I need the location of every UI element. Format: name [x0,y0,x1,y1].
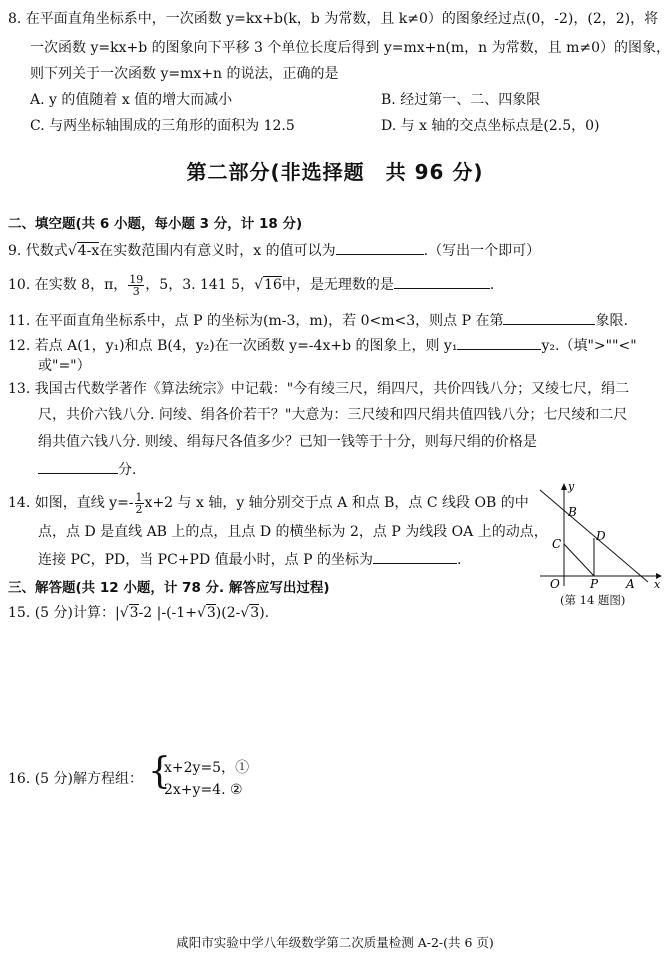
q13-line3: 绢共值六钱八分. 则绫、绢每尺各值多少？已知一钱等于十分，则每尺绢的价格是 [38,434,537,450]
q13-suffix: 分. [118,462,137,478]
q10-fraction [128,274,144,297]
q15-middle-2: )(2- [215,605,241,621]
q14-answer-blank[interactable] [373,549,457,564]
sqrt-symbol: √ [67,243,77,259]
q10-radicand: 16 [264,277,282,293]
q11-prefix: 11. 在平面直角坐标系中，点 P 的坐标为(m-3，m)，若 0<m<3，则点 P 在第 [8,313,504,329]
q16-equation-1: x+2y=5，① [164,760,250,776]
q8-option-b: B. 经过第一、二、四象限 [381,92,541,108]
q15-radicand-3: 3 [250,605,260,621]
label-o: O [550,577,560,590]
sqrt-symbol: √ [254,277,263,293]
y-axis-arrow [561,483,567,490]
sqrt-symbol: √ [240,605,250,621]
fraction-denominator: 2 [135,502,143,516]
q15-suffix: ). [259,605,270,621]
sqrt-symbol: √ [119,605,129,621]
q13-line2: 尺，共价六钱八分. 问绫、绢各价若干？"大意为：三尺绫和四尺绢共值四钱八分；七尺绫和二尺 [38,407,628,423]
fraction-numerator: 1 [135,490,143,504]
q9-suffix: .（写出一个即可） [423,243,541,259]
part2-title: 第二部分(非选择题 共 96 分) [186,160,484,184]
label-d: D [596,529,606,543]
q11 [8,310,628,330]
q14-figure [536,478,666,590]
system-brace: { [148,751,171,792]
q15-middle-1: -2 |-(-1+ [138,605,197,621]
q10-answer-blank[interactable] [394,274,490,289]
section3-heading: 三、解答题(共 12 小题，计 78 分. 解答应写出过程) [8,580,330,596]
segment-pc [564,544,594,576]
q13-line4 [38,459,136,479]
sqrt-symbol: √ [196,605,206,621]
q8-line1: 8. 在平面直角坐标系中，一次函数 y=kx+b(k，b 为常数，且 k≠0）的图象经过点(0，-2)，(2，2)，将 [8,11,659,27]
label-p: P [590,577,599,590]
q14-line2: 点，点 D 是直线 AB 上的点，且点 D 的横坐标为 2，点 P 为线段 OA 上的动点， [38,524,548,540]
q10-middle: ，5，3. 141 5， [145,277,255,293]
q9-radicand: 4-x [77,243,100,259]
q14-line3-suffix: . [456,552,462,568]
q9 [8,240,540,260]
q8-line3: 则下列关于一次函数 y=mx+n 的说法，正确的是 [30,66,339,82]
q8-option-c: C. 与两坐标轴围成的三角形的面积为 12.5 [30,118,295,134]
q15-radicand-2: 3 [206,605,216,621]
q13-answer-blank[interactable] [38,459,118,474]
q12-suffix: y₂.（填">""<" [541,338,637,354]
q14-figure-caption: (第 14 题图) [560,593,626,607]
q15-prefix: 15. (5 分)计算：| [8,605,120,621]
q13-line1: 13. 我国古代数学著作《算法统宗》中记载："今有绫三尺，绢四尺，共价四钱八分；又绫七尺，绢二 [8,381,630,397]
label-x: x [654,578,661,590]
q12-line2: 或"="） [38,358,91,374]
q14-fraction [135,492,144,515]
fraction-denominator: 3 [132,284,140,298]
q9-answer-blank[interactable] [336,240,424,255]
q12-line1 [8,335,637,355]
q10-end: . [489,277,495,293]
q14-line3-prefix: 连接 PC，PD，当 PC+PD 值最小时，点 P 的坐标为 [38,552,373,568]
label-b: B [568,505,577,519]
q11-answer-blank[interactable] [503,310,595,325]
q9-middle: 在实数范围内有意义时，x 的值可以为 [99,243,336,259]
q12-answer-blank[interactable] [457,335,541,350]
label-y: y [568,480,575,493]
q10-suffix: 中，是无理数的是 [281,277,394,293]
q8-option-d: D. 与 x 轴的交点坐标点是(2.5，0) [381,118,600,134]
q16-equation-2: 2x+y=4. ② [164,782,243,798]
page-footer: 咸阳市实验中学八年级数学第二次质量检测 A-2-(共 6 页) [176,935,494,950]
q12-prefix: 12. 若点 A(1，y₁)和点 B(4，y₂)在一次函数 y=-4x+b 的图象上，则 y₁ [8,338,458,354]
q11-suffix: 象限. [595,313,628,329]
q14-line3 [38,549,461,569]
q9-prefix: 9. 代数式 [8,243,68,259]
q15-radicand-1: 3 [129,605,139,621]
q8-line2: 一次函数 y=kx+b 的图象向下平移 3 个单位长度后得到 y=mx+n(m，n 为常数，且 m≠0）的图象， [30,40,670,56]
q14-prefix: 14. 如图，直线 y=- [8,495,134,511]
section2-heading: 二、填空题(共 6 小题，每小题 3 分，计 18 分) [8,216,303,232]
q10-prefix: 10. 在实数 8，π， [8,277,128,293]
q8-option-a: A. y 的值随着 x 值的增大而减小 [30,92,233,108]
fraction-numerator: 19 [129,272,144,286]
q10 [8,270,494,300]
q14-line1-rest: x+2 与 x 轴，y 轴分别交于点 A 和点 B，点 C 线段 OB 的中 [144,495,529,511]
label-c: C [552,537,562,551]
q15 [8,604,269,622]
label-a: A [626,577,635,590]
q16-prefix: 16. (5 分)解方程组： [8,771,143,787]
q14-line1 [8,488,529,518]
